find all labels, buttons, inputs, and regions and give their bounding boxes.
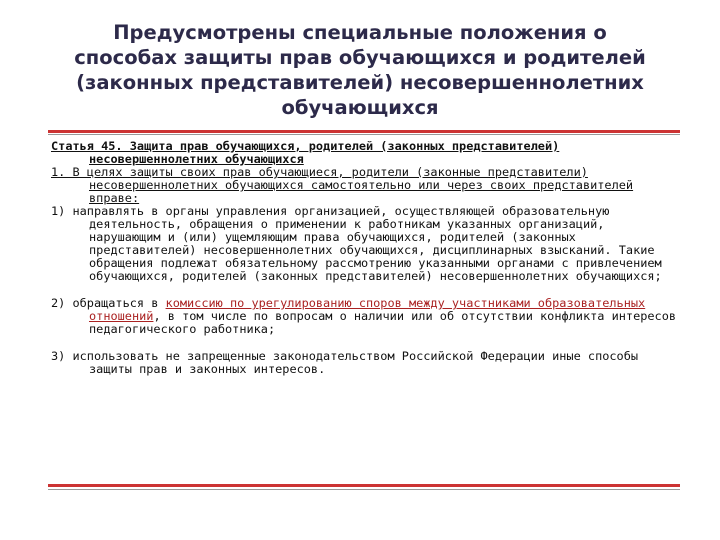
clause-1: 1. В целях защиты своих прав обучающиеся, родители (законные представители) несовершеннолетних обучающихся самостоятельно или через своих представителей вправе: bbox=[51, 165, 634, 205]
top-accent-rule bbox=[48, 130, 680, 133]
article-heading: Статья 45. Защита прав обучающихся, родителей (законных представителей) несовершеннолетних обучающихся bbox=[51, 139, 560, 166]
slide-title-line: способах защиты прав обучающихся и родителей bbox=[74, 46, 646, 69]
spacer bbox=[51, 283, 681, 297]
slide-title-line: Предусмотрены специальные положения о bbox=[113, 21, 607, 44]
top-thin-rule bbox=[48, 134, 680, 135]
commission-link[interactable]: комиссию по урегулированию споров между участниками образовательных отношений bbox=[89, 296, 646, 323]
slide-title bbox=[40, 20, 680, 120]
bottom-accent-rule bbox=[48, 484, 680, 487]
slide-title-line: (законных представителей) несовершеннолетних bbox=[76, 71, 644, 94]
list-item-2-prefix: 2) обращаться в bbox=[51, 296, 166, 310]
bottom-thin-rule bbox=[48, 489, 680, 490]
spacer bbox=[51, 336, 681, 350]
list-item-2-suffix: , в том числе по вопросам о наличии или об отсутствии конфликта интересов педагогического работника; bbox=[89, 309, 677, 336]
slide-title-line: обучающихся bbox=[281, 96, 439, 119]
list-item-1: 1) направлять в органы управления организацией, осуществляющей образовательную деятельность, обращения о применении к работникам указанных организаций, нарушающим и (или) ущемляющим права обучающихся, родителей (законных представителей) несовершеннолетних обучающихся, дисциплинарных взысканий. Такие обращения подлежат обязательному рассмотрению указанными органами с привлечением обучающихся, родителей (законных представителей) несовершеннолетних обучающихся; bbox=[51, 204, 662, 283]
list-item-3: 3) использовать не запрещенные законодательством Российской Федерации иные способы защиты прав и законных интересов. bbox=[51, 349, 639, 376]
law-text-block bbox=[51, 140, 681, 376]
list-item-2 bbox=[51, 297, 681, 336]
